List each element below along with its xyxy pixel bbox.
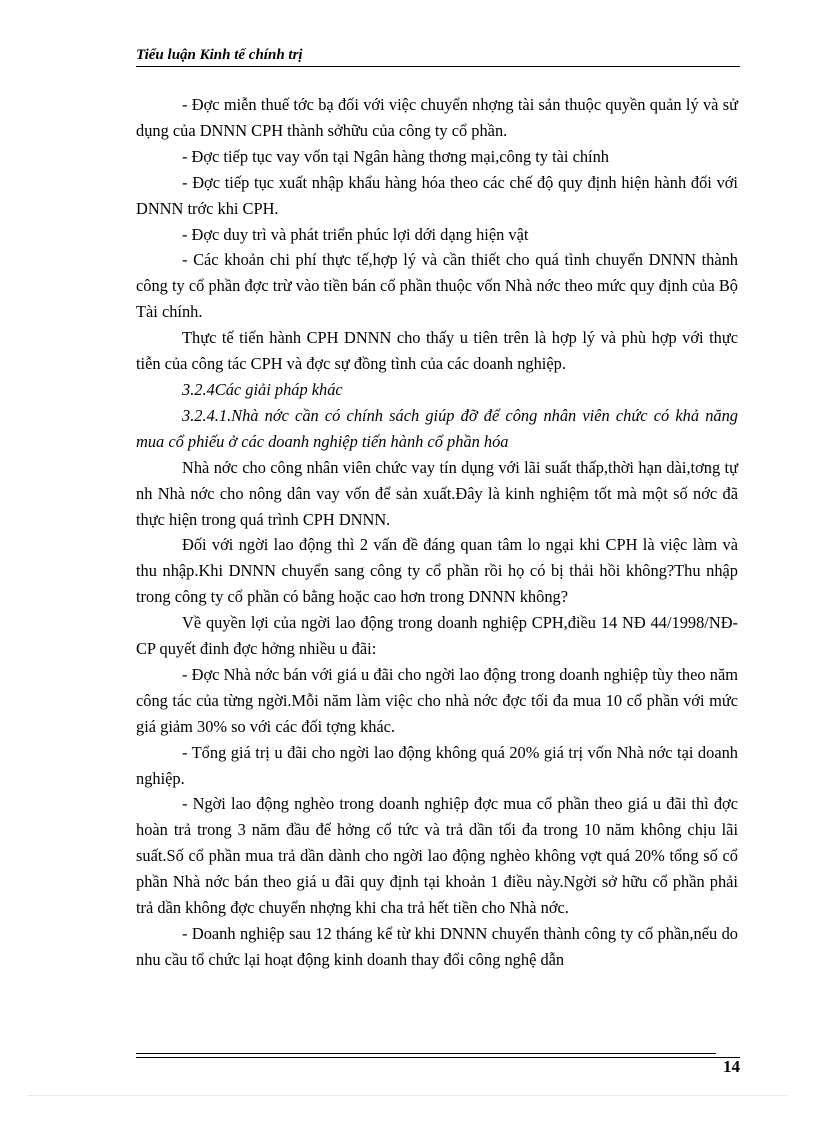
paragraph: - Doanh nghiệp sau 12 tháng kể từ khi DNNN chuyển thành công ty cổ phần,nếu do nhu cầu tổ chức lại hoạt động kinh doanh thay đổi công nghệ dẫn [136, 924, 738, 969]
paragraph: - Đợc tiếp tục xuất nhập khẩu hàng hóa theo các chế độ quy định hiện hành đối với DNNN trớc khi CPH. [136, 172, 738, 218]
paragraph: - Các khoản chi phí thực tế,hợp lý và cần thiết cho quá tình chuyển DNNN thành công ty cổ phần đợc trừ vào tiền bán cổ phần thuộc vốn Nhà nớc theo mức quy định của Bộ Tài chính. [136, 250, 738, 322]
running-header: Tiểu luận Kinh tế chính trị [136, 46, 740, 67]
page-edge-divider [28, 1095, 788, 1096]
paragraph: - Đợc tiếp tục vay vốn tại Ngân hàng thơng mại,công ty tài chính [182, 146, 609, 166]
paragraph: - Đợc Nhà nớc bán với giá u đãi cho ngời lao động trong doanh nghiệp tùy theo năm công tác của từng ngời.Mỗi năm làm việc cho nhà nớc đợc tối đa mua 10 cổ phần với mức giá giảm 30% so với các đối tợng khác. [136, 664, 738, 736]
paragraph: - Đợc duy trì và phát triển phúc lợi dới dạng hiện vật [182, 224, 529, 244]
page-number: 14 [723, 1057, 740, 1076]
body-text [136, 92, 738, 973]
paragraph: Đối với ngời lao động thì 2 vấn đề đáng quan tâm lo ngại khi CPH là việc làm và thu nhập.Khi DNNN chuyển sang công ty cổ phần rồi họ có bị thải hồi không?Thu nhập trong công ty cổ phần có bằng hoặc cao hơn trong DNNN không? [136, 535, 738, 607]
paragraph: Nhà nớc cho công nhân viên chức vay tín dụng với lãi suất thấp,thời hạn dài,tơng tự nh Nhà nớc cho nông dân vay vốn để sản xuất.Đây là kinh nghiệm tốt mà một số nớc đã thực hiện trong quá trình CPH DNNN. [136, 457, 738, 529]
footer-rule [136, 1053, 716, 1054]
subsection-heading: 3.2.4.1.Nhà nớc cần có chính sách giúp đỡ để công nhân viên chức có khả năng mua cổ phiếu ở các doanh nghiệp tiến hành cổ phần hóa [136, 405, 738, 451]
paragraph: - Tổng giá trị u đãi cho ngời lao động không quá 20% giá trị vốn Nhà nớc tại doanh nghiệp. [136, 742, 738, 788]
paragraph: Về quyền lợi của ngời lao động trong doanh nghiệp CPH,điều 14 NĐ 44/1998/NĐ-CP quyết đinh đợc hởng nhiều u đãi: [136, 613, 738, 659]
paragraph: - Đợc miễn thuế tớc bạ đối với việc chuyển nhợng tài sản thuộc quyền quản lý và sử dụng của DNNN CPH thành sởhữu của công ty cổ phần. [136, 95, 738, 140]
paragraph: Thực tế tiến hành CPH DNNN cho thấy u tiên trên là hợp lý và phù hợp với thực tiễn của công tác CPH và đợc sự đồng tình của các doanh nghiệp. [136, 328, 738, 374]
footer-rule [136, 1057, 740, 1058]
paragraph: - Ngời lao động nghèo trong doanh nghiệp đợc mua cổ phần theo giá u đãi thì đợc hoàn trả trong 3 năm đầu để hởng cổ tức và trả dần tối đa trong 10 năm không chịu lãi suất.Số cổ phần mua trả dần dành cho ngời lao động nghèo không vợt quá 20% tổng số cổ phần Nhà nớc bán theo giá u đãi quy định tại khoản 1 điều này.Ngời sở hữu cổ phần phải trả dần không đợc chuyển nhợng khi cha trả hết tiền cho Nhà nớc. [136, 794, 738, 918]
section-heading: 3.2.4Các giải pháp khác [182, 379, 343, 399]
